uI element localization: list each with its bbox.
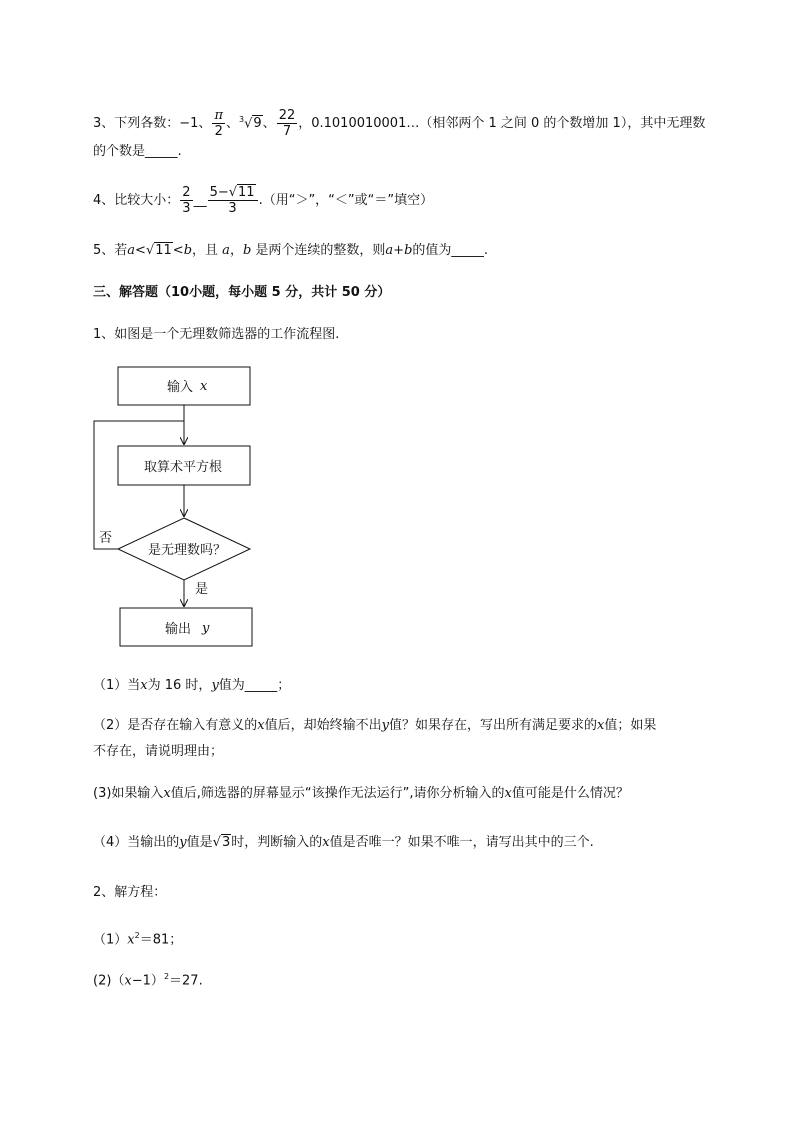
- sub-question-3: (3)如果输入x值后,筛选器的屏幕显示“该操作无法运行”,请你分析输入的x值可能是什么情况？: [93, 786, 629, 801]
- output-label: 输出: [165, 622, 192, 637]
- yes-label: 是: [195, 582, 209, 597]
- problem-2-intro: 2、解方程：: [93, 885, 167, 900]
- question-3-suffix: ，0.1010010001…（相邻两个 1 之间 0 的个数增加 1），其中无理数: [298, 116, 706, 131]
- fraction-2-over-3: $\frac{2}{3}$: [182, 185, 191, 216]
- question-3-line-1: 3、下列各数：−1、 $\frac{\pi}{2}$ 、$^3$√9、 $\frac{22}{7}$ ，0.1010010001…（相邻两个 1 之间 0 的个数增加 1），其中无理数: [93, 108, 706, 139]
- input-variable: x: [200, 379, 208, 394]
- section-3-title: 三、解答题（10小题，每小题 5 分，共计 50 分）: [93, 285, 391, 300]
- fraction-5-minus-root-11-over-3: $\frac{5-√11}{3}$: [208, 185, 258, 216]
- decision-label: 是无理数吗？: [148, 543, 227, 558]
- question-4: 4、比较大小： $\frac{2}{3}$ __ $\frac{5-√11}{3}$ .（用“＞”，“＜”或“＝”填空）: [93, 185, 434, 216]
- pi-over-2-fraction: $\frac{\pi}{2}$: [214, 108, 223, 139]
- fraction-22-over-7: $\frac{22}{7}$: [278, 108, 296, 139]
- root-11: √11: [145, 243, 172, 258]
- sub-question-2-line-2: 不存在，请说明理由；: [93, 744, 224, 759]
- question-3-prefix: 3、下列各数：−1、: [93, 116, 212, 131]
- sub-question-1: （1）当x为 16 时，y值为_____；: [93, 678, 291, 693]
- problem-1-intro: 1、如图是一个无理数筛选器的工作流程图.: [93, 327, 340, 342]
- sub-question-4: （4）当输出的y值是√3时，判断输入的x值是否唯一？如果不唯一，请写出其中的三个.: [93, 835, 594, 850]
- no-label: 否: [99, 531, 113, 546]
- root-3: √3: [212, 835, 231, 850]
- equation-2: $(2)(x-1)^2=27$.: [93, 972, 203, 989]
- input-label: 输入: [167, 380, 194, 395]
- question-5: 5、若a<√11<b，且 a，b 是两个连续的整数，则a+b的值为_____.: [93, 243, 489, 258]
- output-variable: y: [202, 621, 210, 636]
- equation-1: $(1)x^2=81$；: [93, 931, 183, 948]
- sub-question-2-line-1: （2）是否存在输入有意义的x值后，却始终输不出y值？如果存在，写出所有满足要求的x值；如果: [93, 718, 657, 733]
- sqrt-step-label: 取算术平方根: [144, 460, 223, 475]
- comparison-blank: __: [193, 193, 207, 208]
- question-3-line-2: 的个数是_____.: [93, 144, 182, 159]
- cube-root-9: $^3$√9: [239, 114, 262, 131]
